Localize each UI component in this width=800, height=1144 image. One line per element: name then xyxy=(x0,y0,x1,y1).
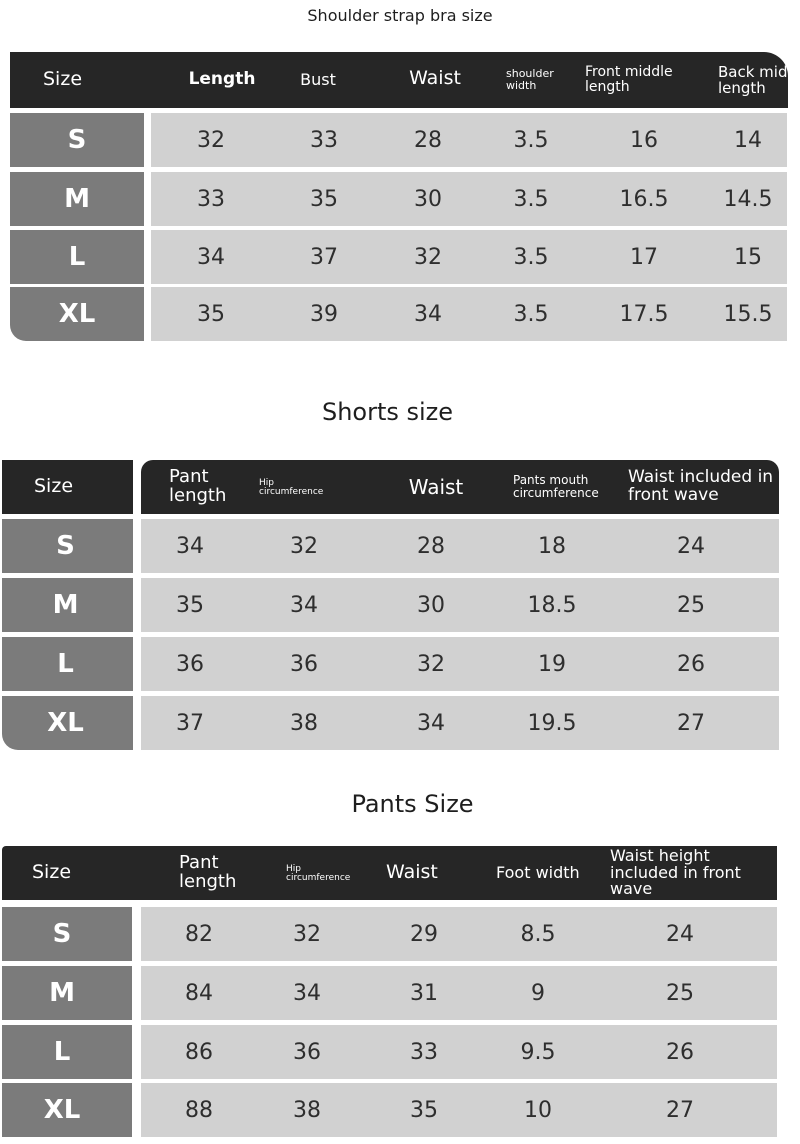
pants-value-cell: 38 xyxy=(293,1097,321,1123)
pants-table-title: Pants Size xyxy=(351,790,474,818)
pants-value-cell: 32 xyxy=(293,921,321,947)
shorts-value-cell: 34 xyxy=(417,710,445,736)
pants-header-waist-height-front-wave: Waist height included in front wave xyxy=(610,846,741,899)
shorts-header-pants-mouth-circumference: Pants mouth circumference xyxy=(513,473,599,500)
bra-value-cell: 14 xyxy=(734,127,762,153)
bra-value-cell: 32 xyxy=(197,127,225,153)
bra-value-cell: 35 xyxy=(197,301,225,327)
shorts-table-title: Shorts size xyxy=(321,398,454,426)
bra-value-cell: 34 xyxy=(197,244,225,270)
bra-value-cell: 28 xyxy=(414,127,442,153)
pants-value-cell: 84 xyxy=(185,980,213,1006)
pants-value-cell: 10 xyxy=(524,1097,552,1123)
bra-value-cell: 15.5 xyxy=(723,301,773,327)
bra-header-front-middle-length: Front middle length xyxy=(585,64,673,95)
shorts-size-cell-s: S xyxy=(2,519,133,573)
pants-value-cell: 9 xyxy=(531,980,545,1006)
bra-value-cell: 17 xyxy=(630,244,658,270)
shorts-header-block xyxy=(141,460,779,514)
bra-value-cell: 33 xyxy=(197,186,225,212)
shorts-value-cell: 36 xyxy=(176,651,204,677)
shorts-value-cell: 30 xyxy=(417,592,445,618)
bra-header-size: Size xyxy=(43,68,83,91)
shorts-value-cell: 37 xyxy=(176,710,204,736)
bra-header-length: Length xyxy=(188,69,256,90)
bra-header-shoulder-width: shoulder width xyxy=(506,67,554,92)
shorts-value-cell: 19 xyxy=(538,651,566,677)
pants-value-cell: 27 xyxy=(666,1097,694,1123)
pants-header-hip-circumference: Hip circumference xyxy=(286,863,351,883)
pants-value-cell: 33 xyxy=(410,1039,438,1065)
shorts-value-cell: 18.5 xyxy=(527,592,577,618)
bra-value-cell: 3.5 xyxy=(513,244,549,270)
shorts-value-cell: 34 xyxy=(290,592,318,618)
pants-value-cell: 29 xyxy=(410,921,438,947)
shorts-value-cell: 35 xyxy=(176,592,204,618)
shorts-header-waist: Waist xyxy=(408,474,464,499)
shorts-value-cell: 18 xyxy=(538,533,566,559)
bra-value-cell: 16 xyxy=(630,127,658,153)
bra-value-cell: 39 xyxy=(310,301,338,327)
shorts-value-cell: 38 xyxy=(290,710,318,736)
shorts-value-cell: 19.5 xyxy=(527,710,577,736)
bra-value-cell: 32 xyxy=(414,244,442,270)
shorts-header-pant-length: Pant length xyxy=(169,466,227,506)
shorts-header-size: Size xyxy=(34,475,74,498)
shorts-value-cell: 26 xyxy=(677,651,705,677)
bra-size-cell-l: L xyxy=(10,230,144,284)
pants-size-cell-l: L xyxy=(2,1025,132,1079)
bra-size-cell-s: S xyxy=(10,113,144,167)
bra-value-cell: 15 xyxy=(734,244,762,270)
shorts-value-cell: 24 xyxy=(677,533,705,559)
pants-value-cell: 26 xyxy=(666,1039,694,1065)
bra-value-cell: 30 xyxy=(414,186,442,212)
bra-header-back-mid-length: Back mid length xyxy=(718,63,788,97)
shorts-value-cell: 25 xyxy=(677,592,705,618)
shorts-size-cell-xl: XL xyxy=(2,696,133,750)
bra-value-cell: 16.5 xyxy=(619,186,669,212)
pants-value-cell: 86 xyxy=(185,1039,213,1065)
pants-value-cell: 24 xyxy=(666,921,694,947)
pants-table-header xyxy=(2,846,777,900)
pants-header-foot-width: Foot width xyxy=(496,862,580,882)
pants-value-cell: 9.5 xyxy=(520,1039,556,1065)
bra-value-cell: 34 xyxy=(414,301,442,327)
bra-header-bust: Bust xyxy=(300,69,336,89)
pants-value-cell: 88 xyxy=(185,1097,213,1123)
bra-value-cell: 3.5 xyxy=(513,127,549,153)
bra-table-title: Shoulder strap bra size xyxy=(307,6,493,25)
pants-size-cell-xl: XL xyxy=(2,1083,132,1137)
shorts-size-cell-l: L xyxy=(2,637,133,691)
shorts-value-cell: 27 xyxy=(677,710,705,736)
shorts-value-cell: 34 xyxy=(176,533,204,559)
shorts-value-cell: 28 xyxy=(417,533,445,559)
pants-value-cell: 34 xyxy=(293,980,321,1006)
pants-header-waist: Waist xyxy=(386,861,438,884)
pants-header-pant-length: Pant length xyxy=(179,852,237,892)
shorts-header-hip-circumference: Hip circumference xyxy=(259,477,324,497)
pants-value-cell: 25 xyxy=(666,980,694,1006)
pants-value-cell: 36 xyxy=(293,1039,321,1065)
bra-value-cell: 3.5 xyxy=(513,301,549,327)
shorts-value-cell: 36 xyxy=(290,651,318,677)
pants-value-cell: 35 xyxy=(410,1097,438,1123)
bra-value-cell: 17.5 xyxy=(619,301,669,327)
bra-value-cell: 35 xyxy=(310,186,338,212)
bra-size-cell-m: M xyxy=(10,172,144,226)
bra-value-cell: 37 xyxy=(310,244,338,270)
bra-value-cell: 33 xyxy=(310,127,338,153)
pants-size-cell-m: M xyxy=(2,966,132,1020)
pants-size-cell-s: S xyxy=(2,907,132,961)
shorts-value-cell: 32 xyxy=(417,651,445,677)
shorts-value-cell: 32 xyxy=(290,533,318,559)
bra-value-cell: 3.5 xyxy=(513,186,549,212)
bra-header-waist: Waist xyxy=(409,67,461,90)
bra-value-cell: 14.5 xyxy=(723,186,773,212)
bra-size-cell-xl: XL xyxy=(10,287,144,341)
shorts-header-waist-front-wave: Waist included in front wave xyxy=(628,467,774,505)
pants-value-cell: 31 xyxy=(410,980,438,1006)
pants-value-cell: 82 xyxy=(185,921,213,947)
pants-value-cell: 8.5 xyxy=(520,921,556,947)
shorts-size-cell-m: M xyxy=(2,578,133,632)
shorts-header-size-block xyxy=(2,460,133,514)
bra-table-header xyxy=(10,52,788,108)
pants-header-size: Size xyxy=(32,861,72,884)
